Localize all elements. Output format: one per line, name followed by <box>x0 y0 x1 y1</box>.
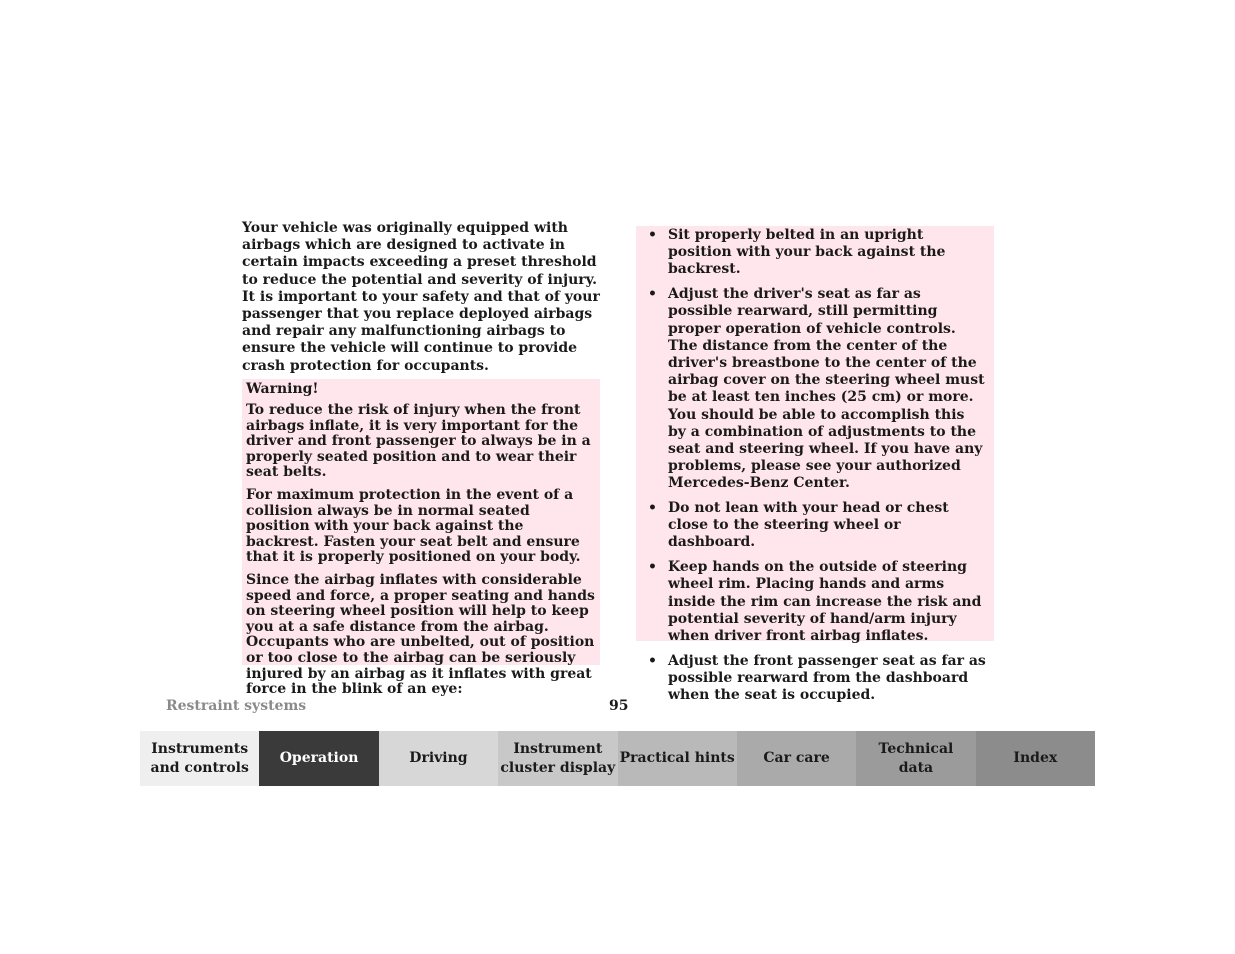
nav-tab-instrument-cluster-display[interactable]: Instrument cluster display <box>498 731 617 786</box>
nav-tab-instruments-and-controls[interactable]: Instruments and controls <box>140 731 259 786</box>
bullet-icon: • <box>648 227 657 243</box>
nav-tab-practical-hints[interactable]: Practical hints <box>618 731 737 786</box>
warning-box <box>242 379 600 698</box>
warning-paragraph: Since the airbag inflates with considerable speed and force, a proper seating and hands on steering wheel position will help to keep you at a safe distance from the airbag. Occupants who are unbelted, out of position or too close to the airbag can be seriously injured by an airbag as it inflates with great force in the blink of an eye: <box>246 571 595 698</box>
bullet-item <box>648 653 986 705</box>
bullet-text: Adjust the front passenger seat as far as possible rearward from the dashboard when the seat is occupied. <box>668 652 986 704</box>
page-number: 95 <box>609 698 629 714</box>
warning-paragraph: For maximum protection in the event of a collision always be in normal seated position with your back against the backrest. Fasten your seat belt and ensure that it is properly positioned on your body. <box>246 486 581 566</box>
nav-tab-index[interactable]: Index <box>976 731 1095 786</box>
bullet-item <box>648 559 986 645</box>
warning-paragraph: To reduce the risk of injury when the front airbags inflate, it is very important for the driver and front passenger to always be in a properly seated position and to wear their seat belts. <box>246 402 591 481</box>
bullet-item <box>648 286 986 492</box>
bullet-text: Do not lean with your head or chest close to the steering wheel or dashboard. <box>668 500 949 551</box>
nav-tab-technical-data[interactable]: Technical data <box>856 731 975 786</box>
bullet-icon: • <box>648 500 657 517</box>
intro-paragraph: Your vehicle was originally equipped with airbags which are designed to activate in certain impacts exceeding a preset threshold to reduce the potential and severity of injury. It is important to your safety and that of your passenger that you replace deployed airbags and repair any malfunctioning airbags to ensure the vehicle will continue to provide crash protection for occupants. <box>242 220 600 374</box>
bullet-item <box>648 500 986 552</box>
bullet-text: Sit properly belted in an upright position with your back against the backrest. <box>668 227 946 278</box>
bullet-icon: • <box>648 559 657 576</box>
bullet-icon: • <box>648 286 657 303</box>
bullet-icon: • <box>648 652 657 669</box>
nav-tab-operation[interactable]: Operation <box>259 731 378 786</box>
warning-title: Warning! <box>246 381 319 397</box>
safety-bullet-list <box>648 227 986 704</box>
nav-tab-car-care[interactable]: Car care <box>737 731 856 786</box>
chapter-nav-bar <box>140 731 1095 786</box>
bullet-text: Adjust the driver's seat as far as possible rearward, still permitting proper operation of vehicle controls. The distance from the center of the driver's breastbone to the center of the airbag cover on the steering wheel must be at least ten inches (25 cm) or more. You should be able to accomplish this by a combination of adjustments to the seat and steering wheel. If you have any problems, please see your authorized Mercedes-Benz Center. <box>668 286 985 492</box>
bullet-text: Keep hands on the outside of steering wheel rim. Placing hands and arms inside the rim can increase the risk and potential severity of hand/arm injury when driver front airbag inflates. <box>668 559 982 644</box>
bullet-item <box>648 227 986 279</box>
nav-tab-driving[interactable]: Driving <box>379 731 498 786</box>
footer-section-title: Restraint systems <box>166 698 307 714</box>
safety-bullet-box <box>636 226 994 704</box>
